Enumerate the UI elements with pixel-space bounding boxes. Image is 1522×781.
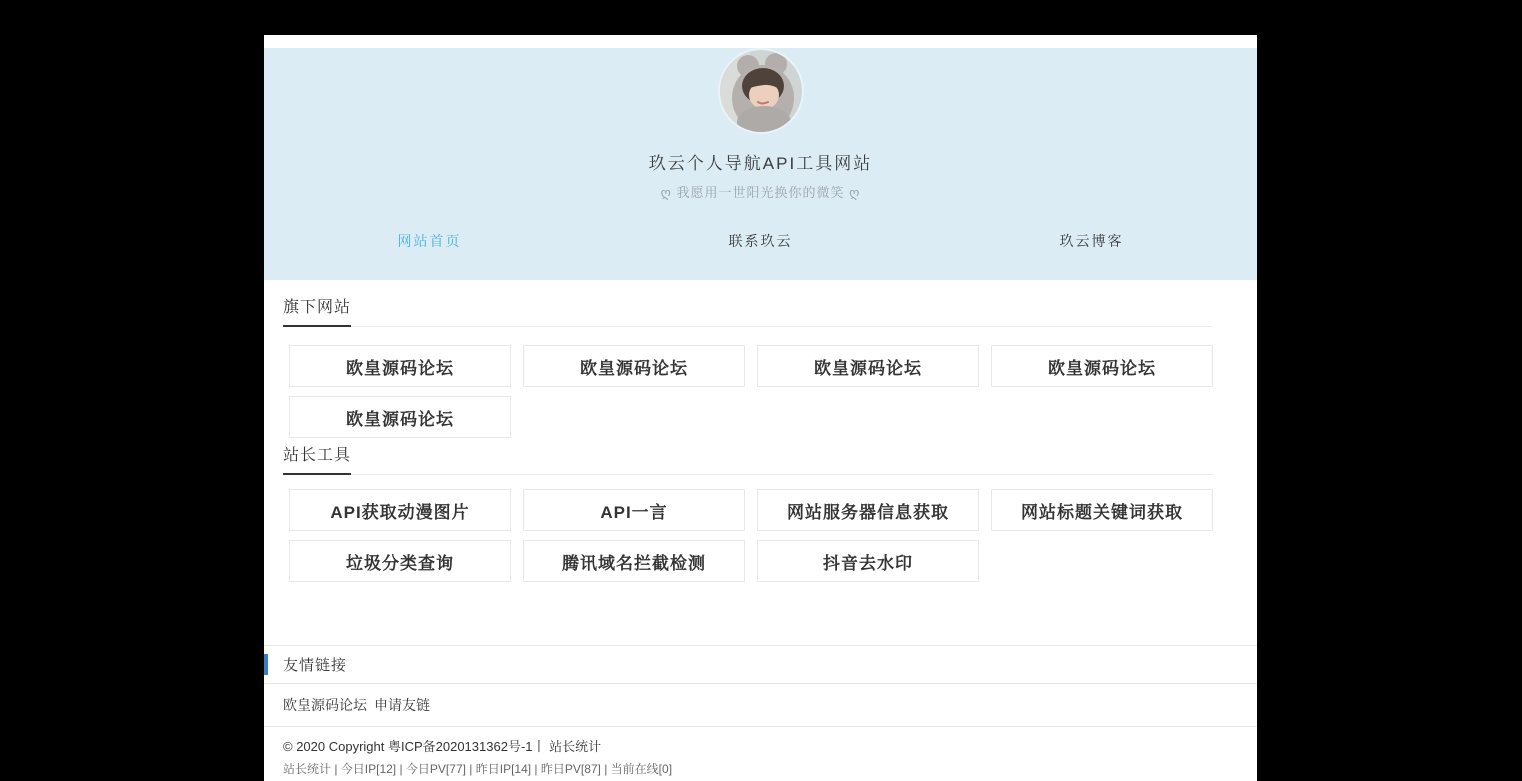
section-title-webmaster-tools — [283, 446, 1213, 475]
friend-link-ouhuang-forum[interactable]: 欧皇源码论坛 — [283, 697, 367, 713]
friend-link-apply[interactable]: 申请友链 — [374, 697, 430, 713]
site-link-button[interactable]: 欧皇源码论坛 — [991, 345, 1213, 387]
tool-link-button[interactable]: 抖音去水印 — [757, 540, 979, 582]
section-title-affiliated-sites — [283, 298, 1213, 327]
copyright-section — [264, 726, 1257, 781]
avatar — [718, 48, 804, 134]
page-subtitle: ღ 我愿用一世阳光换你的微笑 ღ — [660, 185, 861, 200]
nav-item-blog[interactable]: 玖云博客 — [1059, 233, 1124, 249]
page-title: 玖云个人导航API工具网站 — [648, 154, 873, 173]
tool-link-button[interactable]: 网站服务器信息获取 — [757, 489, 979, 531]
tool-link-button[interactable]: 网站标题关键词获取 — [991, 489, 1213, 531]
site-link-button[interactable]: 欧皇源码论坛 — [523, 345, 745, 387]
section-title-text: 旗下网站 — [283, 298, 351, 327]
site-header — [264, 48, 1257, 280]
accent-bar — [264, 654, 268, 675]
copyright-text: © 2020 Copyright 粤ICP备2020131362号-1丨 站长统计 — [283, 739, 602, 754]
friend-links-row — [264, 683, 1257, 726]
tool-link-button[interactable]: 腾讯域名拦截检测 — [523, 540, 745, 582]
site-link-button[interactable]: 欧皇源码论坛 — [289, 396, 511, 438]
affiliated-sites-grid — [289, 345, 1213, 438]
friend-links-title: 友情链接 — [283, 657, 348, 674]
site-stats-text: 站长统计 | 今日IP[12] | 今日PV[77] | 昨日IP[14] | 昨日PV[87] | 当前在线[0] — [283, 762, 673, 776]
main-content — [264, 280, 1257, 645]
tool-link-button[interactable]: API一言 — [523, 489, 745, 531]
section-title-text: 站长工具 — [283, 446, 351, 475]
friend-links-header — [264, 645, 1257, 683]
site-link-button[interactable]: 欧皇源码论坛 — [289, 345, 511, 387]
site-container — [264, 35, 1257, 776]
site-link-button[interactable]: 欧皇源码论坛 — [757, 345, 979, 387]
tool-link-button[interactable]: 垃圾分类查询 — [289, 540, 511, 582]
tool-link-button[interactable]: API获取动漫图片 — [289, 489, 511, 531]
nav-item-contact[interactable]: 联系玖云 — [728, 233, 793, 249]
avatar-image — [720, 50, 802, 132]
nav-item-home[interactable]: 网站首页 — [397, 233, 462, 249]
main-nav — [264, 222, 1257, 260]
webmaster-tools-grid — [289, 489, 1213, 582]
